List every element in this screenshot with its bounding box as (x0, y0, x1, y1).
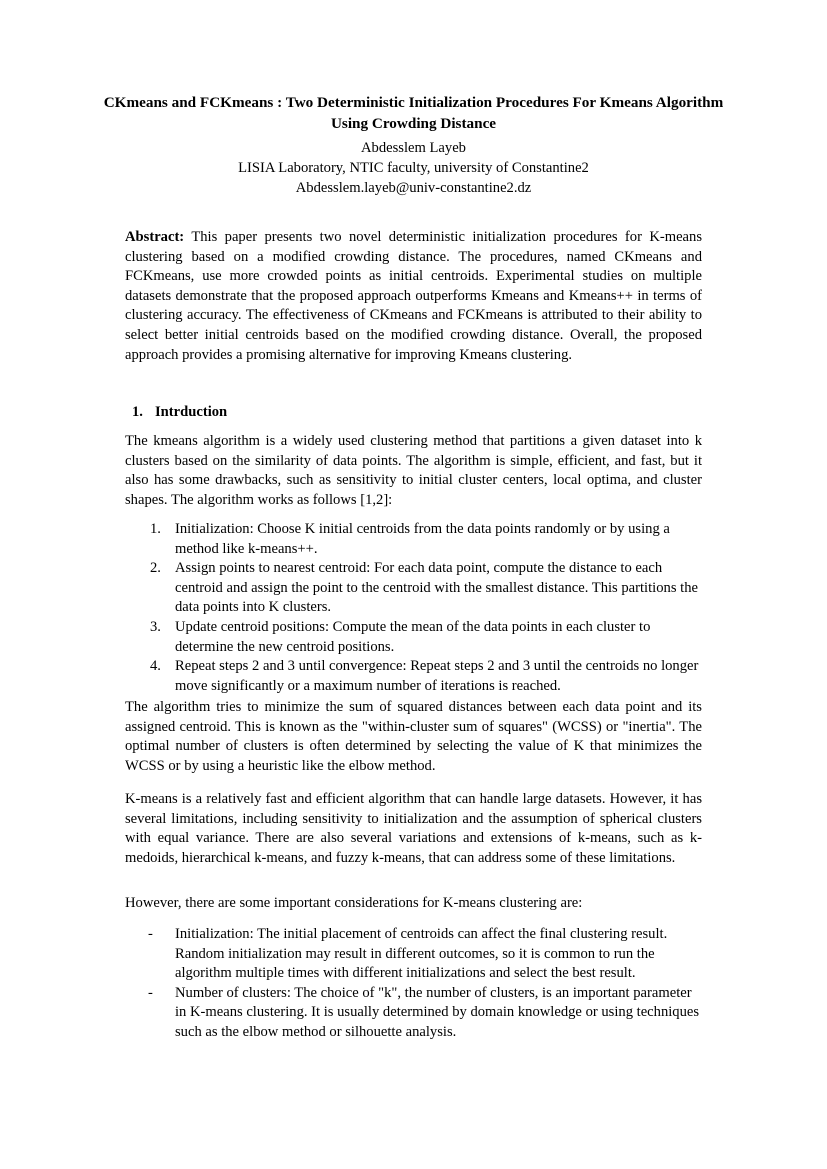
section-title: Intrduction (155, 404, 228, 420)
intro-paragraph-2: The algorithm tries to minimize the sum of squared distances between each data point and its assigned centroid. This is known as the "within-cluster sum of squares" (WCSS) or "inertia". The optimal number of clusters is often determined by selecting the value of K that minimizes the WCSS or by using a heuristic like the elbow method. (125, 699, 702, 774)
list-marker: - (148, 926, 153, 942)
intro-paragraph-1: The kmeans algorithm is a widely used clustering method that partitions a given dataset into k clusters based on the similarity of data points. The algorithm is simple, efficient, and fast, but it also has some drawbacks, such as sensitivity to initial cluster centers, local optima, and cluster shapes. The algorithm works as follows [1,2]: (125, 433, 702, 508)
author-email: Abdesslem.layeb@univ-constantine2.dz (295, 180, 532, 196)
list-item-text: Initialization: The initial placement of centroids can affect the final clustering result. Random initialization may result in different outcomes, so it is common to run the algorithm multiple times with different initializations and select the best result. (175, 926, 668, 982)
list-item (125, 657, 702, 696)
abstract-label: Abstract: (125, 229, 185, 245)
list-marker: 3. (150, 618, 161, 635)
list-marker: 2. (150, 560, 161, 577)
considerations-list (125, 925, 702, 1043)
list-item-text: Number of clusters: The choice of "k", the number of clusters, is an important parameter in K-means clustering. It is usually determined by domain knowledge or using techniques such as the elbow method or silhouette analysis. (175, 984, 700, 1040)
list-marker: 1. (150, 521, 161, 537)
intro-paragraph-4: However, there are some important considerations for K-means clustering are: (125, 895, 583, 911)
list-item-text: Update centroid positions: Compute the mean of the data points in each cluster to determine the new centroid positions. (175, 618, 651, 655)
list-item-text: Repeat steps 2 and 3 until convergence: Repeat steps 2 and 3 until the centroids no longer move significantly or a maximum number of iterations is reached. (175, 658, 699, 694)
list-marker: 4. (150, 658, 161, 675)
author-block (100, 138, 727, 198)
list-item (125, 559, 702, 618)
list-marker: - (148, 984, 153, 1001)
author-name: Abdesslem Layeb (361, 140, 466, 156)
abstract (125, 228, 702, 365)
list-item (125, 520, 702, 559)
author-affiliation: LISIA Laboratory, NTIC faculty, university of Constantine2 (238, 160, 589, 176)
list-item (125, 984, 702, 1043)
paper-title: CKmeans and FCKmeans : Two Deterministic Initialization Procedures For Kmeans Algorithm Using Crowding Distance (103, 94, 724, 132)
list-item-text: Assign points to nearest centroid: For each data point, compute the distance to each centroid and assign the point to the centroid with the smallest distance. This partitions the data points into K clusters. (175, 560, 698, 616)
list-item (125, 925, 702, 984)
intro-paragraph-3: K-means is a relatively fast and efficient algorithm that can handle large datasets. However, it has several limitations, including sensitivity to initialization and the assumption of spherical clusters with equal variance. There are also several variations and extensions of k-means, such as k-medoids, hierarchical k-means, and fuzzy k-means, that can address some of these limitations. (125, 791, 702, 866)
section-heading (132, 402, 227, 422)
abstract-text: This paper presents two novel deterministic initialization procedures for K-means clustering based on a modified crowding distance. The procedures, named CKmeans and FCKmeans, use more crowded points as initial centroids. Experimental studies on multiple datasets demonstrate that the proposed approach outperforms Kmeans and Kmeans++ in terms of clustering accuracy. The effectiveness of CKmeans and FCKmeans is attributed to their ability to select better initial centroids based on the modified crowding distance. Overall, the proposed approach provides a promising alternative for improving Kmeans clustering. (125, 229, 702, 363)
list-item-text: Initialization: Choose K initial centroids from the data points randomly or by using a method like k-means++. (175, 521, 670, 557)
list-item (125, 618, 702, 657)
algorithm-steps-list (125, 520, 702, 696)
section-number: 1. (132, 404, 143, 420)
